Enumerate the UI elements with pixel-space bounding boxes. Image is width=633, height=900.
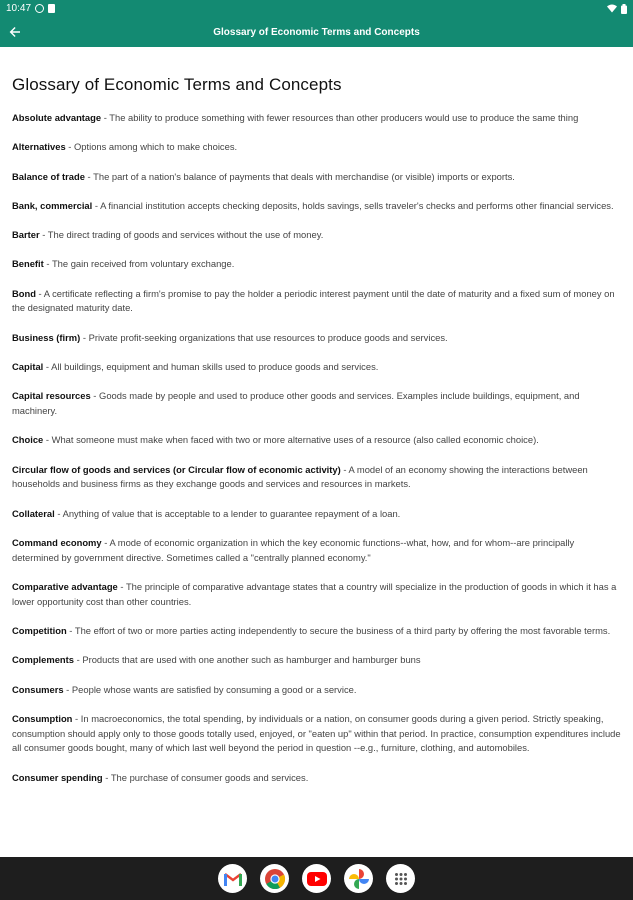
term-separator: - <box>66 624 75 636</box>
app-dock <box>0 857 633 900</box>
notification-circle-icon <box>35 4 44 13</box>
glossary-term: Alternatives <box>12 141 66 153</box>
glossary-entry <box>12 536 621 565</box>
glossary-entry <box>12 360 621 375</box>
glossary-definition: The purchase of consumer goods and services. <box>110 771 309 783</box>
term-separator: - <box>74 654 83 666</box>
term-separator: - <box>43 361 52 373</box>
glossary-entry <box>12 624 621 639</box>
glossary-definition: The direct trading of goods and services without the use of money. <box>47 229 324 241</box>
glossary-term: Capital <box>12 361 44 373</box>
term-separator: - <box>43 434 52 446</box>
gmail-app-icon[interactable] <box>218 864 247 893</box>
term-separator: - <box>72 712 81 724</box>
glossary-term: Circular flow of goods and services (or Circular flow of economic activity) <box>12 463 341 475</box>
glossary-term: Complements <box>12 654 74 666</box>
glossary-definition: Options among which to make choices. <box>74 141 238 153</box>
battery-icon <box>621 4 627 14</box>
glossary-definition: Products that are used with one another such as hamburger and hamburger buns <box>82 654 421 666</box>
glossary-definition: A financial institution accepts checking deposits, holds savings, sells traveler's checks and performs other financial services. <box>100 199 614 211</box>
glossary-entry <box>12 140 621 155</box>
glossary-term: Comparative advantage <box>12 580 118 592</box>
glossary-term: Consumer spending <box>12 771 103 783</box>
term-separator: - <box>80 331 89 343</box>
glossary-definition: Goods made by people and used to produce other goods and services. Examples include buildings, equipment, and machinery. <box>12 390 580 417</box>
glossary-definition: The effort of two or more parties acting independently to secure the business of a third party by offering the most favorable terms. <box>74 624 611 636</box>
glossary-term: Collateral <box>12 507 55 519</box>
glossary-entry <box>12 433 621 448</box>
glossary-term: Consumers <box>12 683 64 695</box>
glossary-definition: In macroeconomics, the total spending, by individuals or a nation, on consumer goods during a given period. Strictly speaking, consumption should apply only to those goods totally used, enjoyed, or "eaten up" within that period. In practice, consumption expenditures include all consumer goods bought, many of which last well beyond the period in question --e.g., furniture, clothing, and automobiles. <box>12 712 621 754</box>
status-left <box>6 3 55 14</box>
glossary-entry <box>12 170 621 185</box>
glossary-entry <box>12 111 621 126</box>
term-separator: - <box>340 463 349 475</box>
term-separator: - <box>117 580 126 592</box>
glossary-definition: All buildings, equipment and human skills used to produce goods and services. <box>51 361 379 373</box>
glossary-entry <box>12 507 621 522</box>
page-title: Glossary of Economic Terms and Concepts <box>12 75 342 94</box>
glossary-definition: What someone must make when faced with two or more alternative uses of a resource (also called economic choice). <box>51 434 539 446</box>
glossary-term: Choice <box>12 434 44 446</box>
glossary-definition: The principle of comparative advantage states that a country will specialize in the production of goods in which it has a lower opportunity cost than other countries. <box>12 580 617 607</box>
glossary-entry <box>12 389 621 418</box>
glossary-term: Business (firm) <box>12 331 81 343</box>
glossary-list <box>12 111 621 785</box>
term-separator: - <box>92 199 101 211</box>
glossary-definition: The ability to produce something with fewer resources than other producers would use to produce the same thing <box>109 112 579 123</box>
glossary-definition: Anything of value that is acceptable to a lender to guarantee repayment of a loan. <box>62 507 401 519</box>
glossary-term: Barter <box>12 229 40 241</box>
glossary-term: Balance of trade <box>12 170 85 182</box>
status-bar <box>0 0 633 17</box>
notification-card-icon <box>48 4 55 13</box>
glossary-entry <box>12 463 621 492</box>
glossary-entry <box>12 580 621 609</box>
glossary-entry <box>12 257 621 272</box>
glossary-entry <box>12 199 621 214</box>
app-bar <box>0 17 633 47</box>
glossary-definition: People whose wants are satisfied by consuming a good or a service. <box>71 683 357 695</box>
glossary-term: Benefit <box>12 258 44 270</box>
term-separator: - <box>101 536 110 548</box>
glossary-entry <box>12 683 621 698</box>
glossary-definition: A model of an economy showing the interactions between households and business firms as they exchange goods and services and resources in markets. <box>12 463 588 490</box>
term-separator: - <box>65 141 75 153</box>
term-separator: - <box>84 170 94 182</box>
chrome-app-icon[interactable] <box>260 864 289 893</box>
glossary-definition: Private profit-seeking organizations that use resources to produce goods and services. <box>88 331 448 343</box>
glossary-entry <box>12 287 621 316</box>
glossary-term: Command economy <box>12 536 102 548</box>
term-separator: - <box>43 258 52 270</box>
glossary-definition: The part of a nation's balance of payments that deals with merchandise (or visible) imports or exports. <box>93 170 515 182</box>
term-separator: - <box>101 112 110 123</box>
app-bar-title: Glossary of Economic Terms and Concepts <box>213 26 420 38</box>
glossary-definition: A mode of economic organization in which the key economic functions--what, how, and for whom--are principally determined by government directive. Sometimes called a "centrally planned economy." <box>12 536 575 563</box>
back-button[interactable] <box>0 17 30 47</box>
term-separator: - <box>54 507 63 519</box>
glossary-entry <box>12 712 621 756</box>
glossary-entry <box>12 653 621 668</box>
glossary-content[interactable] <box>0 47 633 857</box>
arrow-back-icon <box>9 26 21 38</box>
status-right <box>607 4 627 14</box>
term-separator: - <box>39 229 48 241</box>
glossary-definition: A certificate reflecting a firm's promise to pay the holder a periodic interest payment until the date of maturity and a fixed sum of money on the designated maturity date. <box>12 287 615 314</box>
status-time: 10:47 <box>6 3 32 14</box>
wifi-icon <box>607 4 617 13</box>
term-separator: - <box>102 771 111 783</box>
glossary-term: Bank, commercial <box>12 199 93 211</box>
term-separator: - <box>63 683 72 695</box>
term-separator: - <box>35 287 44 299</box>
glossary-term: Bond <box>12 287 36 299</box>
photos-app-icon[interactable] <box>344 864 373 893</box>
glossary-term: Consumption <box>12 712 73 724</box>
app-drawer-icon[interactable] <box>386 864 415 893</box>
glossary-entry <box>12 771 621 786</box>
glossary-entry <box>12 331 621 346</box>
youtube-app-icon[interactable] <box>302 864 331 893</box>
glossary-term: Competition <box>12 624 67 636</box>
glossary-definition: The gain received from voluntary exchange. <box>51 258 235 270</box>
glossary-entry <box>12 228 621 243</box>
term-separator: - <box>90 390 100 402</box>
glossary-term: Capital resources <box>12 390 91 402</box>
glossary-term: Absolute advantage <box>12 112 102 123</box>
